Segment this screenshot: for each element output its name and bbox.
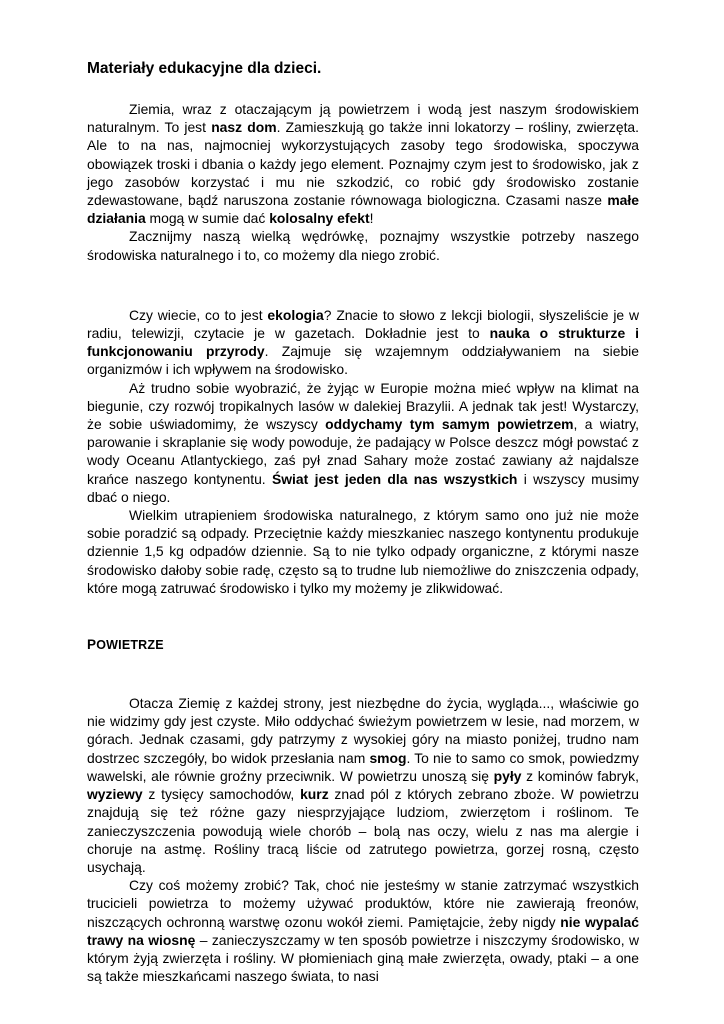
text-run: Aż trudno sobie wyobrazić, że żyjąc w Europie można mieć wpływ na klimat na biegunie, czy rozwój tropikalnych lasów w dalekiej Brazylii. A jednak tak jest! Wystarczy, że sobie uświadomimy, że wszyscy	[87, 379, 639, 433]
bold-phrase: ekologia	[267, 306, 324, 323]
spacer	[87, 652, 639, 694]
text-run: z tysięcy samochodów,	[142, 786, 301, 803]
paragraph-waste	[87, 506, 639, 597]
text-run: Otacza Ziemię z każdej strony, jest niezbędne do życia, wygląda..., właściwie go nie widzimy gdy jest czyste. Miło oddychać świeżym powietrzem w lesie, nad morzem, w górach. Jednak czasami, gdy patrzymy z wysokiej góry na miasto poniżej, trudno nam dostrzec szczegóły, bo widok przesłania nam	[87, 695, 639, 766]
text-run: i wszyscy musimy dbać o niego.	[87, 470, 640, 505]
paragraph-ecology	[87, 306, 639, 379]
paragraph-journey	[87, 227, 639, 263]
text-run: mogą w sumie dać	[145, 210, 270, 227]
bold-phrase: kolosalny efekt	[269, 210, 370, 227]
text-run: ? Znacie to słowo z lekcji biologii, słyszeliście je w radiu, telewizji, czytacie je w gazetach. Dokładnie jest to	[87, 306, 639, 342]
text-run: z kominów fabryk,	[521, 767, 639, 784]
section-heading-text: POWIETRZE	[87, 637, 164, 653]
text-run: Czy wiecie, co to jest	[129, 306, 268, 323]
text-run: . To nie to samo co smok, powiedzmy wawelski, ale równie groźny przeciwnik. W powietrzu unoszą się	[87, 749, 639, 784]
bold-phrase: smog	[369, 749, 407, 766]
paragraph-intro	[87, 100, 639, 227]
text-run: znad pól z których zebrano zboże. W powietrzu znajdują się też różne gazy niesprzyjające ludziom, zwierzętom i roślinom. Te zanieczyszczenia powodują wiele chorób – bolą nas oczy, wielu z nas ma alergie i choruje na astmę. Rośliny tracą liście od zatrutego powietrza, gorzej rosną, często usychają.	[87, 786, 639, 875]
bold-phrase: nasz dom	[211, 119, 277, 136]
bold-phrase: pyły	[493, 767, 522, 784]
text-run: , a wiatry, parowanie i skraplanie się wody powoduje, że padający w Polsce deszcz mógł powstać z wody Oceanu Atlantyckiego, zaś pył znad Sahary może zostać zawiany aż najdalsze krańce naszego kontynentu.	[87, 416, 639, 487]
spacer	[87, 597, 639, 637]
bold-phrase: nie wypalać trawy na wiosnę	[87, 913, 639, 948]
document-page	[87, 60, 639, 985]
bold-phrase: Świat jest jeden dla nas wszystkich	[271, 470, 518, 487]
section-heading	[87, 637, 639, 652]
bold-phrase: kurz	[300, 786, 329, 803]
document-title: Materiały edukacyjne dla dzieci.	[87, 60, 322, 77]
text-run: . Zajmuje się wzajemnym oddziaływaniem na siebie organizmów i ich wpływem na środowisko.	[87, 343, 639, 378]
bold-phrase: wyziewy	[87, 786, 143, 803]
text-run: !	[369, 210, 374, 227]
bold-phrase: małe działania	[87, 192, 639, 227]
spacer	[87, 264, 639, 306]
paragraph-what-can-we-do	[87, 876, 639, 985]
text-run: Czy coś możemy zrobić? Tak, choć nie jesteśmy w stanie zatrzymać wszystkich trucicieli powietrza to możemy używać produktów, które nie zawierają freonów, niszczących ochronną warstwę ozonu wokół ziemi. Pamiętajcie, żeby nigdy	[87, 877, 639, 930]
paragraph-air	[87, 694, 639, 876]
bold-phrase: nauka o strukturze i funkcjonowaniu przyrody	[87, 325, 639, 360]
paragraph-climate	[87, 379, 639, 506]
text-run: . Zamieszkują go także inni lokatorzy – rośliny, zwierzęta. Ale to na nas, najmocniej wykorzystujących zasoby tego środowiska, spoczywa obowiązek troski i dbania o każdy jego element. Poznajmy czym jest to środowisko, jak z jego zasobów korzystać i mu nie szkodzić, co robić gdy środowisko zostanie zdewastowane, bądź naruszona zostanie równowaga biologiczna. Czasami nasze	[87, 119, 640, 209]
bold-phrase: oddychamy tym samym powietrzem	[325, 416, 574, 433]
text-run: Wielkim utrapieniem środowiska naturalnego, z którym samo ono już nie może sobie poradzić są odpady. Przeciętnie każdy mieszkaniec naszego kontynentu produkuje dziennie 1,5 kg odpadów dziennie. Są to nie tylko odpady organiczne, z którymi nasze środowisko dałoby sobie radę, często są to trudne lub niemożliwe do zniszczenia odpady, które mogą zatruwać środowisko i tylko my możemy je zlikwidować.	[87, 507, 639, 596]
text-run: Zacznijmy naszą wielką wędrówkę, poznajmy wszystkie potrzeby naszego środowiska naturalnego i to, co możemy dla niego zrobić.	[87, 228, 639, 263]
text-run: – zanieczyszczamy w ten sposób powietrze i niszczymy środowisko, w którym żyją zwierzęta i rośliny. W płomieniach giną małe zwierzęta, owady, ptaki – a one są także mieszkańcami naszego świata, to nasi	[87, 931, 639, 985]
text-run: Ziemia, wraz z otaczającym ją powietrzem i wodą jest naszym środowiskiem naturalnym. To jest	[87, 101, 639, 136]
